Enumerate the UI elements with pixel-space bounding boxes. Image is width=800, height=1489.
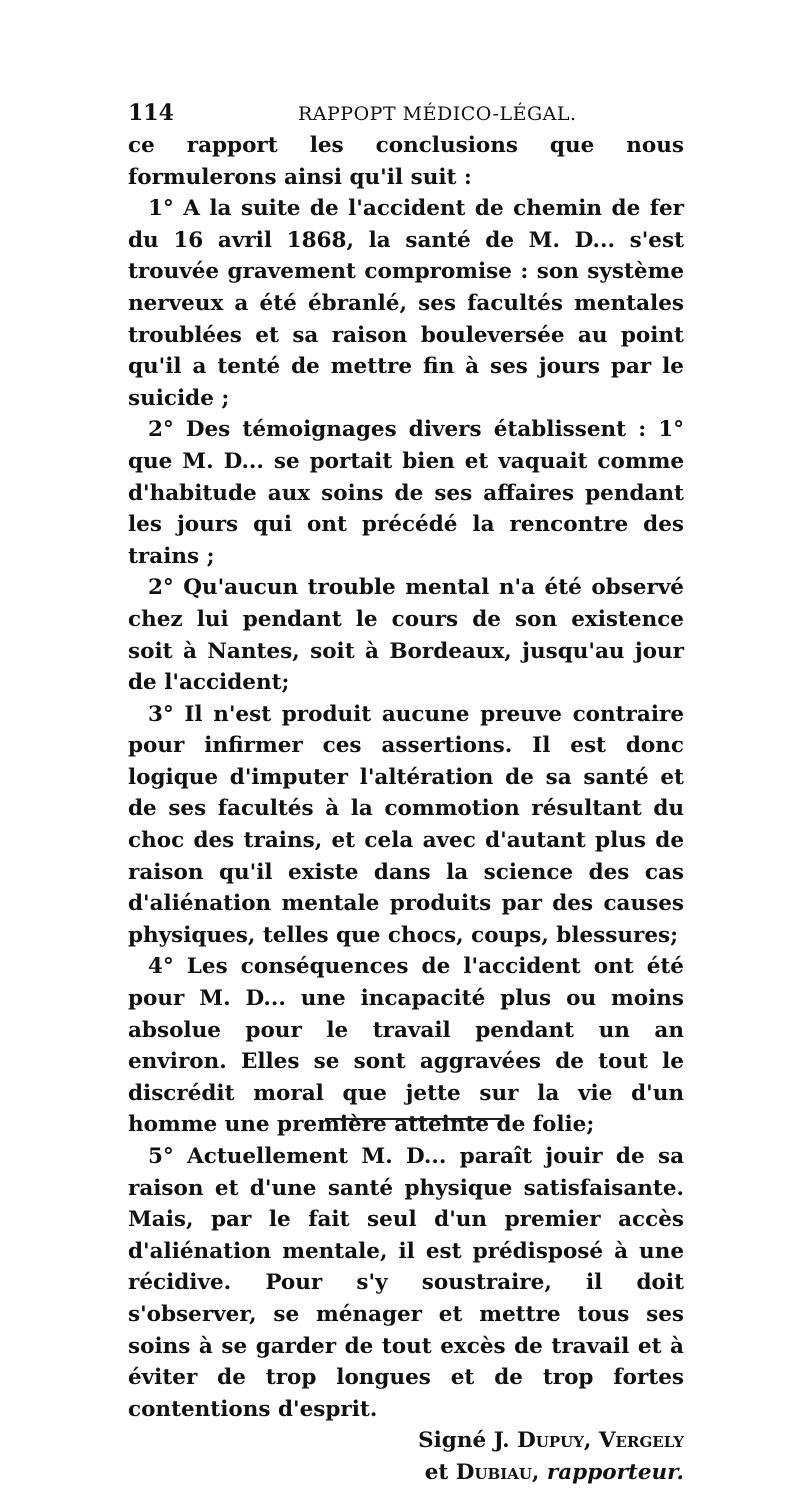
paragraph-conclusion-3: 3° Il n'est produit aucune preuve contraire pour infirmer ces assertions. Il est donc logique d'imputer l'altération de sa santé et de ses facultés à la commotion résultant du choc des trains, et cela avec d'autant plus de raison qu'il existe dans la science des cas d'aliénation mentale produits par des causes physiques, telles que chocs, coups, blessures; (128, 701, 684, 948)
section-divider (325, 1118, 505, 1120)
page-number: 114 (128, 100, 174, 126)
paragraph-conclusion-2b: 2° Qu'aucun trouble mental n'a été observé chez lui pendant le cours de son existence soit à Nantes, soit à Bordeaux, jusqu'au jour de l'accident; (128, 575, 684, 696)
signature-conjunction: et (424, 1459, 456, 1485)
rapporteur-role: rapporteur. (546, 1459, 684, 1485)
signature-line-1 (128, 1425, 684, 1457)
signature-prefix: Signé J. (418, 1428, 518, 1454)
paragraph-intro: ce rapport les conclusions que nous formulerons ainsi qu'il suit : (128, 133, 684, 190)
rapporteur-name: Dubiau, (455, 1459, 540, 1485)
running-title: RAPPOPT MÉDICO-LÉGAL. (298, 103, 577, 125)
paragraph-conclusion-5: 5° Actuellement M. D... paraît jouir de sa raison et d'une santé physique satisfaisante. Mais, par le fait seul d'un premier accès d'aliénation mentale, il est prédisposé à une récidive. Pour s'y soustraire, il doit s'observer, se ménager et mettre tous ses soins à se garder de tout excès de travail et à éviter de trop longues et de trop fortes contentions d'esprit. (128, 1144, 684, 1422)
page-body (128, 130, 684, 1489)
paragraph-conclusion-1: 1° A la suite de l'accident de chemin de fer du 16 avril 1868, la santé de M. D... s'est trouvée gravement compromise : son système nerveux a été ébranlé, ses facultés mentales troublées et sa raison bouleversée au point qu'il a tenté de mettre fin à ses jours par le suicide ; (128, 196, 684, 411)
signatory-names: Dupuy, Vergely (517, 1428, 684, 1454)
paragraph-conclusion-4: 4° Les conséquences de l'accident ont été pour M. D... une incapacité plus ou moins absolue pour le travail pendant un an environ. Elles se sont aggravées de tout le discrédit moral que jette sur la vie d'un homme une première atteinte de folie; (128, 954, 684, 1138)
page-header (128, 100, 684, 128)
paragraph-conclusion-2: 2° Des témoignages divers établissent : 1° que M. D... se portait bien et vaquait comme d'habitude aux soins de ses affaires pendant les jours qui ont précédé la rencontre des trains ; (128, 417, 684, 569)
signature-line-2 (128, 1457, 684, 1489)
